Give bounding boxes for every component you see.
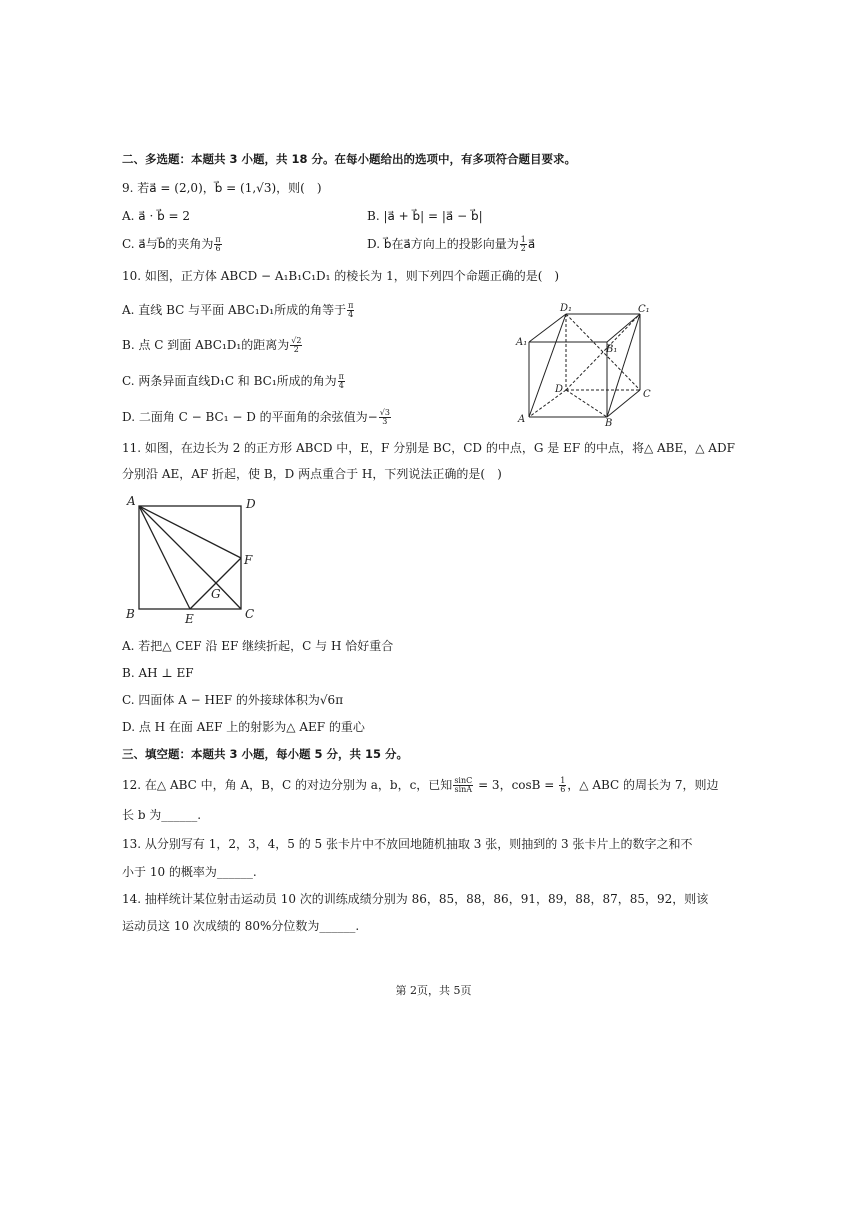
cube-diagonal (607, 314, 640, 417)
q11-option-b: B. AH ⊥ EF (122, 666, 194, 680)
q10-a-fraction (347, 302, 354, 319)
q10-option-d (122, 409, 392, 426)
square-figure (122, 494, 262, 626)
q14-line1: 14. 抽样统计某位射击运动员 10 次的训练成绩分别为 86，85，88，86，91，89，88，87，85，92，则该 (122, 892, 709, 906)
q9-d-post: a⃗ (527, 237, 536, 251)
q9-option-c (122, 236, 223, 253)
label-c1: C₁ (638, 304, 650, 315)
q10-a-num: π (348, 301, 354, 310)
q10-option-a (122, 302, 355, 319)
q9-d-den: 2 (520, 244, 526, 253)
sq-label-a: A (127, 494, 136, 508)
q11-option-a: A. 若把△ CEF 沿 EF 继续折起，C 与 H 恰好重合 (122, 639, 394, 653)
q12-f2-num: 1 (560, 776, 566, 785)
q10-option-c (122, 373, 346, 390)
q12-text-pre: 12. 在△ ABC 中，角 A，B，C 的对边分别为 a，b，c，已知 (122, 778, 453, 792)
label-b1: B₁ (606, 344, 618, 355)
q10-d-num: √3 (379, 408, 390, 417)
q9-c-num: π (215, 235, 221, 244)
sq-label-e: E (185, 612, 194, 626)
q10-c-num: π (338, 372, 344, 381)
page-footer: 第 2页，共 5页 (395, 984, 472, 997)
q12-text-mid: = 3，cosB = (474, 778, 559, 792)
segment-ag (139, 506, 216, 583)
q10-b-num: √2 (291, 336, 302, 345)
label-b: B (605, 418, 613, 428)
q9-d-num: 1 (520, 235, 526, 244)
q9-option-a: A. a⃗ · b⃗ = 2 (122, 209, 191, 223)
q10-a-text: A. 直线 BC 与平面 ABC₁D₁所成的角等于 (122, 303, 347, 317)
q9-c-den: 6 (215, 244, 221, 253)
cube-diagonal (529, 314, 566, 417)
segment-af (139, 506, 241, 558)
q12-f2-den: 6 (560, 785, 566, 794)
q10-b-den: 2 (293, 345, 299, 354)
q11-stem-line1: 11. 如图，在边长为 2 的正方形 ABCD 中，E，F 分别是 BC，CD 的中点，G 是 EF 的中点，将△ ABE，△ ADF (122, 441, 735, 455)
q10-b-text: B. 点 C 到面 ABC₁D₁的距离为 (122, 338, 290, 352)
sq-label-b: B (126, 607, 135, 621)
q10-b-fraction (290, 337, 302, 354)
q12-fraction-sin (453, 777, 473, 794)
q9-option-b: B. |a⃗ + b⃗| = |a⃗ − b⃗| (367, 209, 483, 223)
label-d1: D₁ (560, 303, 573, 314)
q10-c-fraction (338, 373, 345, 390)
q10-stem: 10. 如图，正方体 ABCD − A₁B₁C₁D₁ 的棱长为 1，则下列四个命题正确的是( ) (122, 269, 560, 283)
q9-option-d (367, 236, 535, 253)
q9-stem: 9. 若a⃗ = (2,0)，b⃗ = (1,√3)，则( ) (122, 181, 322, 195)
sq-label-g: G (211, 587, 221, 601)
q14-line2: 运动员这 10 次成绩的 80%分位数为______. (122, 919, 360, 933)
cube-hidden-diagonal (566, 390, 607, 417)
section3-heading: 三、填空题：本题共 3 小题，每小题 5 分，共 15 分。 (122, 747, 409, 761)
q10-d-fraction (379, 409, 391, 426)
q12-line2: 长 b 为______. (122, 808, 202, 822)
label-a: A (518, 414, 526, 425)
q13-line2: 小于 10 的概率为______. (122, 865, 257, 879)
q10-d-text: D. 二面角 C − BC₁ − D 的平面角的余弦值为− (122, 410, 378, 424)
q12-text-post: ，△ ABC 的周长为 7，则边 (567, 778, 719, 792)
q12-line1 (122, 777, 718, 794)
q10-c-text: C. 两条异面直线D₁C 和 BC₁所成的角为 (122, 374, 337, 388)
q10-option-b (122, 337, 303, 354)
q11-stem-line2: 分别沿 AE，AF 折起，使 B，D 两点重合于 H，下列说法正确的是( ) (122, 467, 502, 481)
sq-label-d: D (246, 497, 256, 511)
label-d: D (555, 384, 564, 395)
cube-edge (607, 390, 640, 417)
q10-d-den: 3 (382, 417, 388, 426)
segment-ae (139, 506, 190, 609)
q12-f1-den: sinA (454, 785, 473, 794)
sq-label-c: C (245, 607, 255, 621)
q9-option-c-fraction (214, 236, 221, 253)
q10-c-den: 4 (338, 381, 344, 390)
q9-option-d-text: D. b⃗在a⃗方向上的投影向量为 (367, 237, 519, 251)
q13-line1: 13. 从分别写有 1，2，3，4，5 的 5 张卡片中不放回地随机抽取 3 张，则抽到的 3 张卡片上的数字之和不 (122, 837, 693, 851)
q9-option-c-text: C. a⃗与b⃗的夹角为 (122, 237, 214, 251)
q11-option-d: D. 点 H 在面 AEF 上的射影为△ AEF 的重心 (122, 720, 365, 734)
q9-option-d-fraction (520, 236, 527, 253)
q12-fraction-cos (559, 777, 566, 794)
cube-figure (510, 296, 660, 428)
sq-label-f: F (244, 553, 253, 567)
q12-f1-num: sinC (454, 776, 473, 785)
label-a1: A₁ (516, 337, 528, 348)
q10-a-den: 4 (348, 310, 354, 319)
section2-heading: 二、多选题：本题共 3 小题，共 18 分。在每小题给出的选项中，有多项符合题目要求。 (122, 152, 577, 166)
label-c: C (643, 389, 651, 400)
q11-option-c: C. 四面体 A − HEF 的外接球体积为√6π (122, 693, 344, 707)
